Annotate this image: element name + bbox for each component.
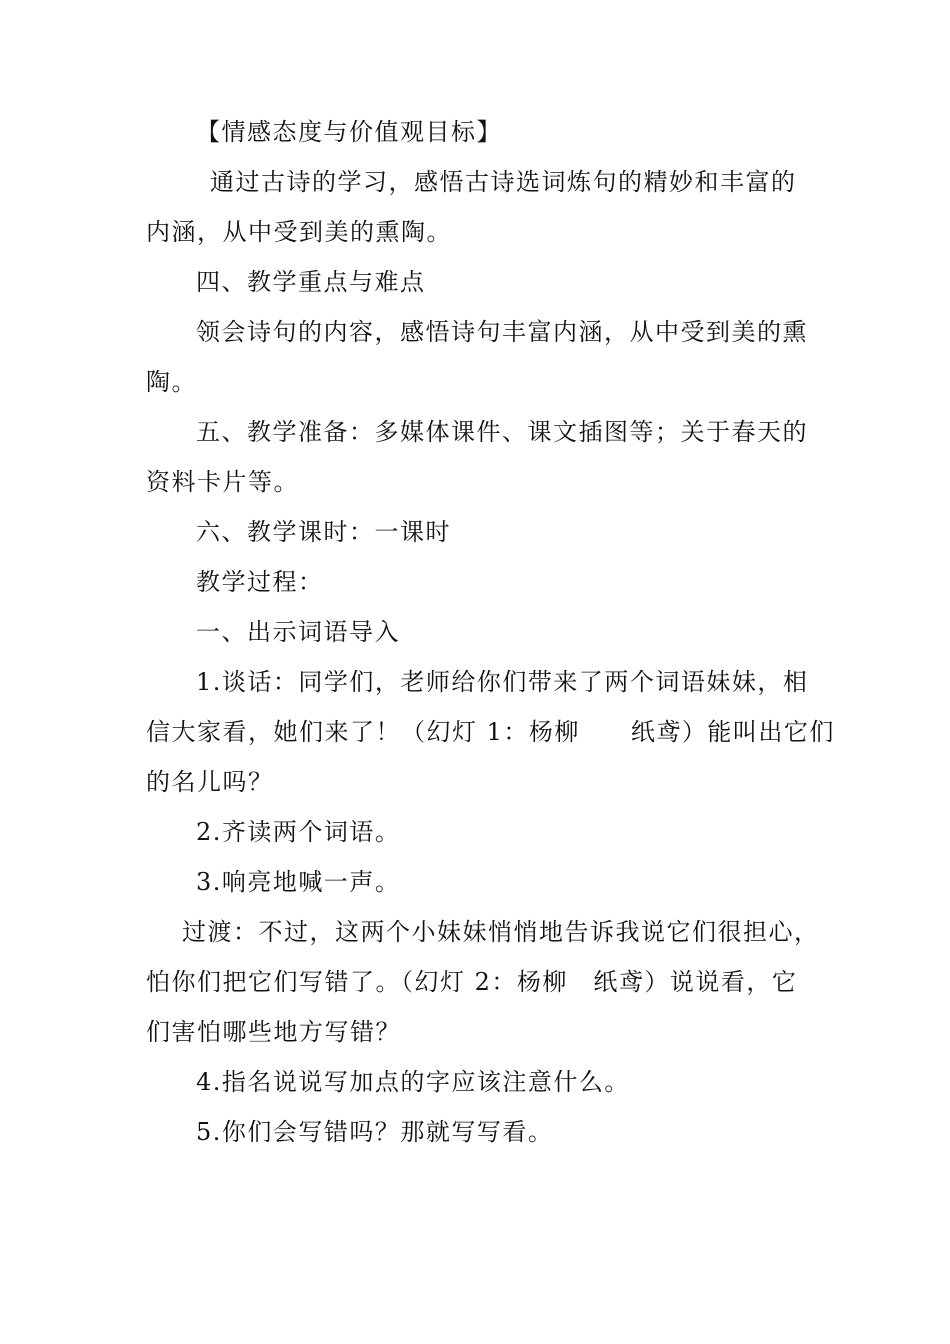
section-heading-intro: 一、出示词语导入 xyxy=(196,618,400,646)
paragraph-line: 陶。 xyxy=(146,368,197,396)
list-item-5: 5.你们会写错吗？那就写写看。 xyxy=(196,1118,554,1146)
list-item-2: 2.齐读两个词语。 xyxy=(196,818,401,846)
paragraph-line: 的名儿吗？ xyxy=(146,768,274,796)
paragraph-line: 们害怕哪些地方写错？ xyxy=(146,1018,401,1046)
section-heading-key-points: 四、教学重点与难点 xyxy=(196,268,426,296)
list-item-4: 4.指名说说写加点的字应该注意什么。 xyxy=(196,1068,630,1096)
section-heading-class-hours: 六、教学课时：一课时 xyxy=(196,518,451,546)
section-heading-preparation: 五、教学准备：多媒体课件、课文插图等；关于春天的 xyxy=(196,418,808,446)
paragraph-line: 资料卡片等。 xyxy=(146,468,299,496)
paragraph-line: 信大家看，她们来了！（幻灯 1：杨柳 纸鸢）能叫出它们 xyxy=(146,718,835,746)
paragraph-line: 领会诗句的内容，感悟诗句丰富内涵，从中受到美的熏 xyxy=(196,318,808,346)
list-item-1: 1.谈话：同学们，老师给你们带来了两个词语妹妹，相 xyxy=(196,668,809,696)
transition-paragraph: 过渡：不过，这两个小妹妹悄悄地告诉我说它们很担心， xyxy=(182,918,820,946)
paragraph-line: 内涵，从中受到美的熏陶。 xyxy=(146,218,452,246)
paragraph-line: 怕你们把它们写错了。（幻灯 2：杨柳 纸鸢）说说看，它 xyxy=(146,968,798,996)
section-heading-process: 教学过程： xyxy=(196,568,324,596)
paragraph-line: 通过古诗的学习，感悟古诗选词炼句的精妙和丰富的 xyxy=(210,168,797,196)
heading-affective-goals: 【情感态度与价值观目标】 xyxy=(196,118,502,146)
list-item-3: 3.响亮地喊一声。 xyxy=(196,868,401,896)
